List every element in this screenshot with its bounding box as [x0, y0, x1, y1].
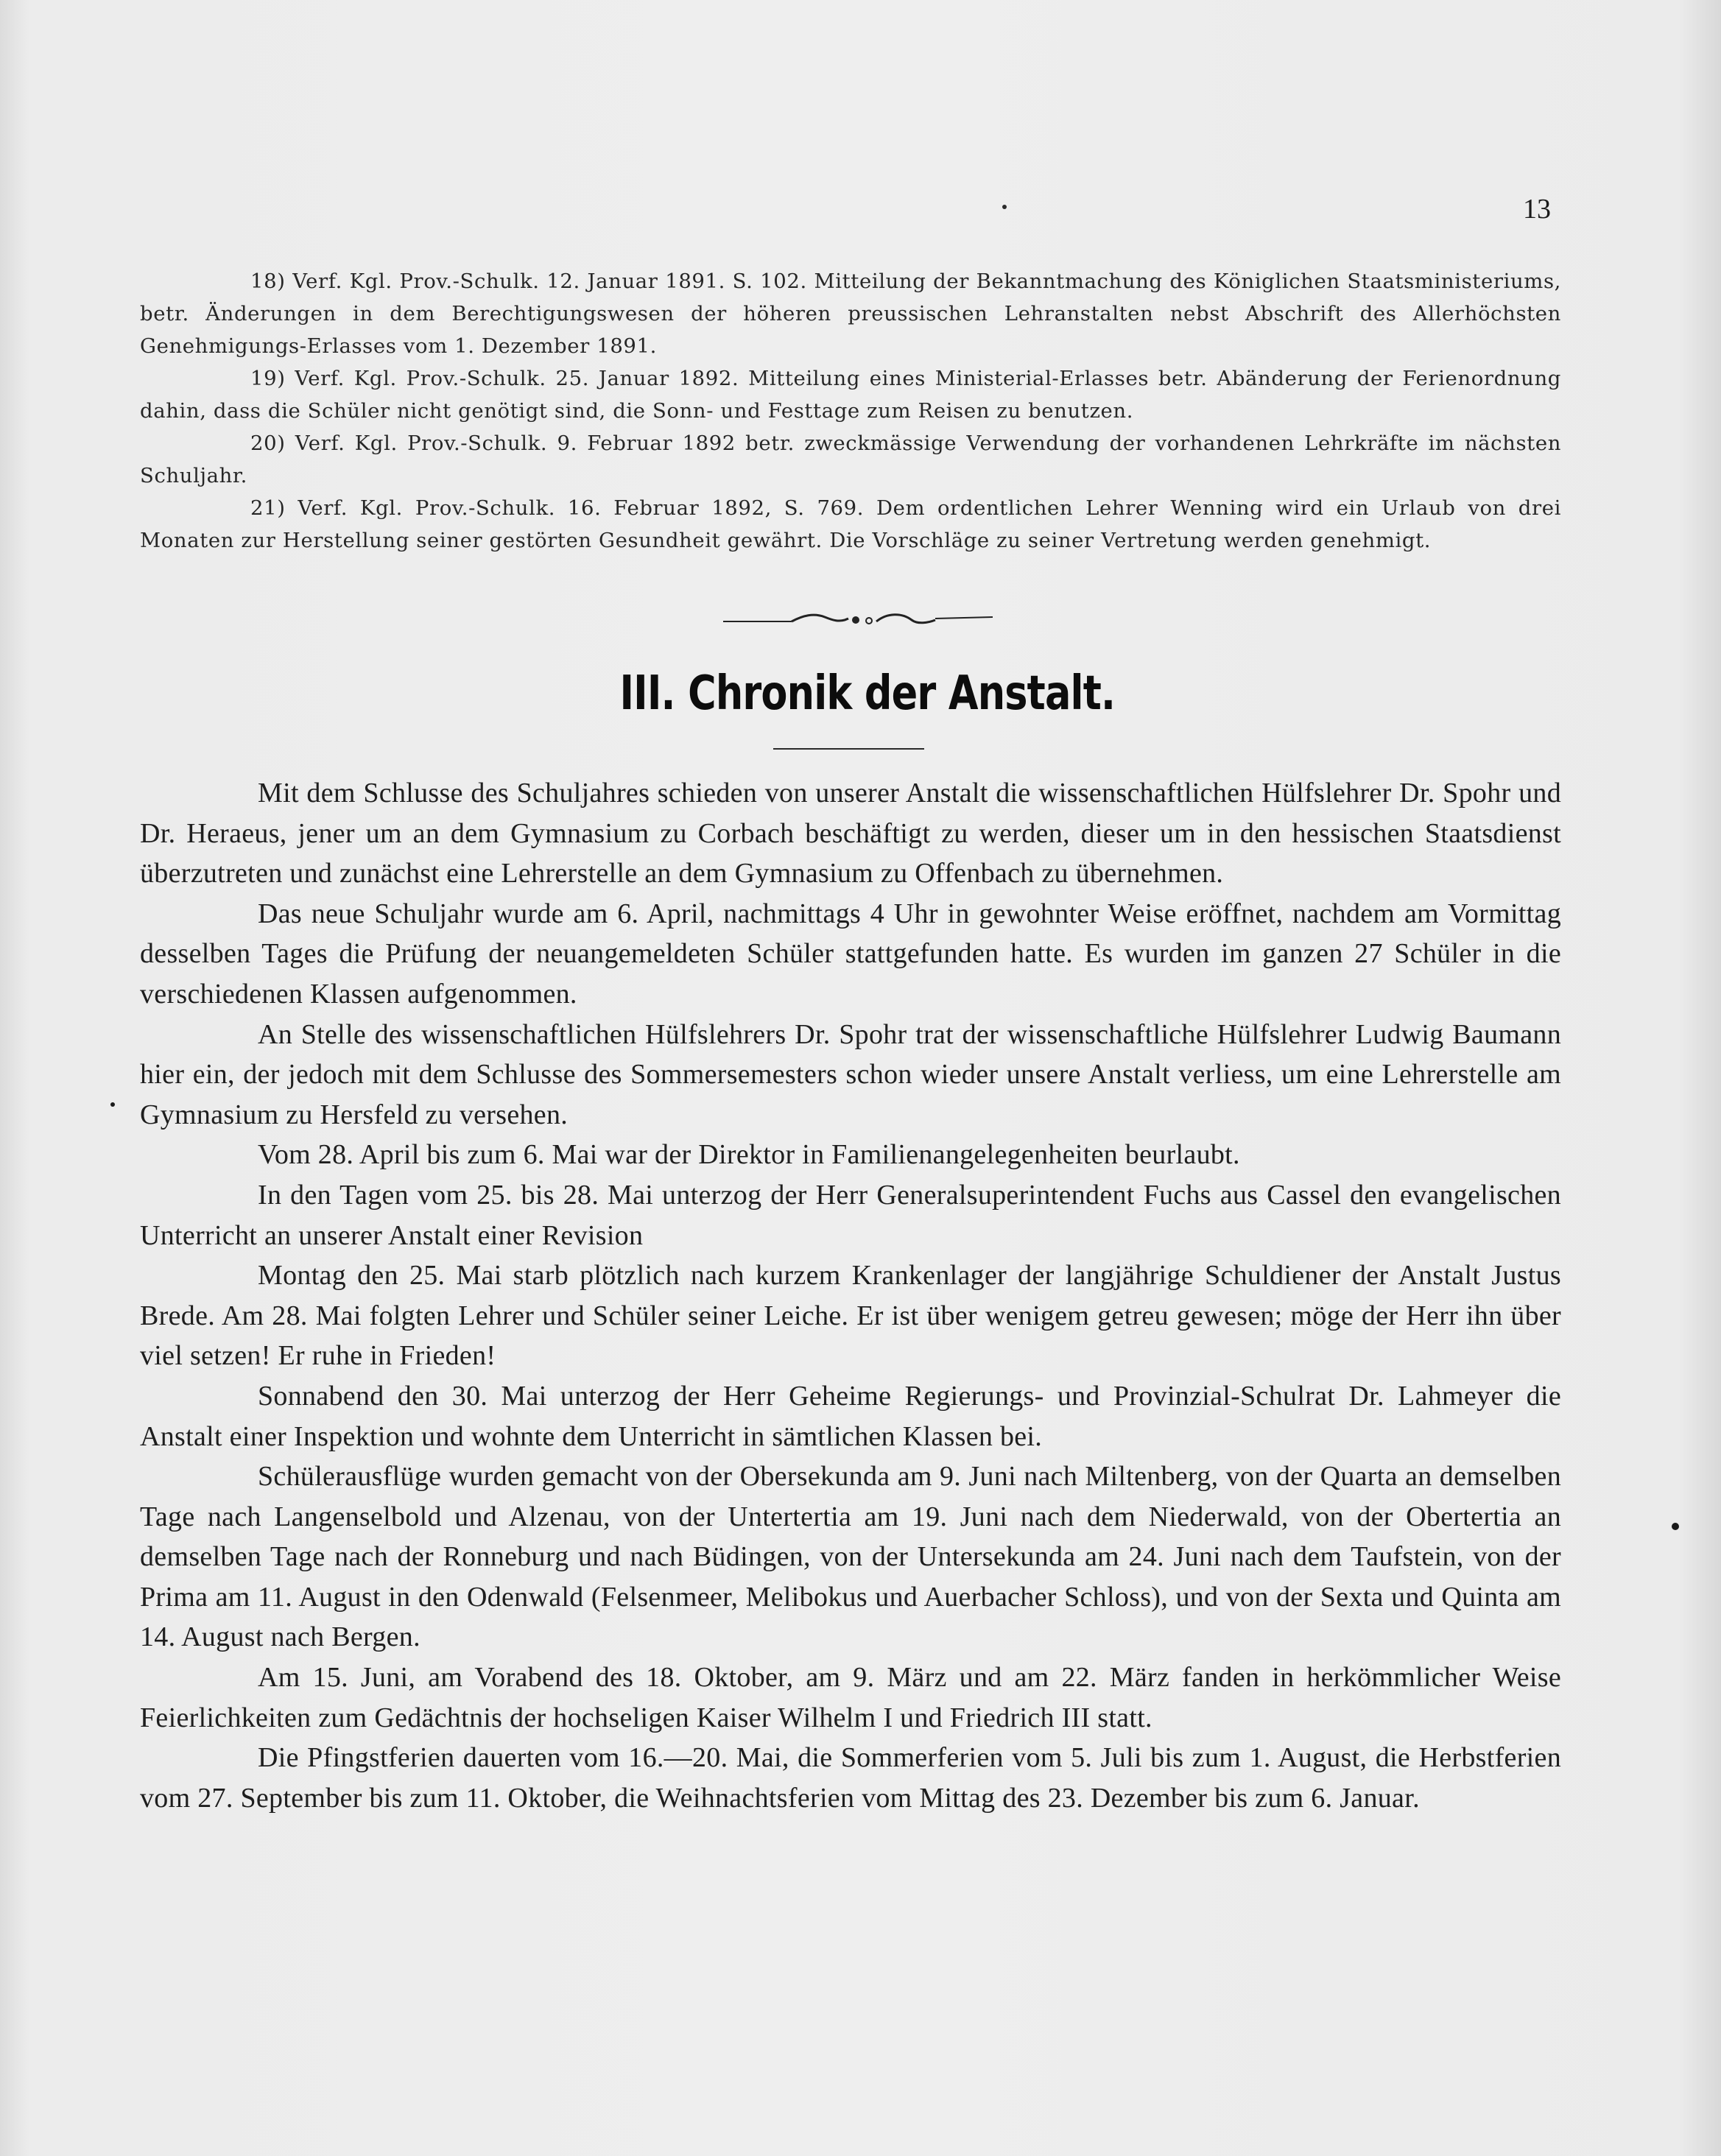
footnote-21: 21) Verf. Kgl. Prov.-Schulk. 16. Februar 1892, S. 769. Dem ordentlichen Lehrer Wenning wird ein Urlaub von drei Monaten zur Herstellung seiner gestörten Gesundheit gewährt. Die Vorschläge zu seiner Vertretung werden genehmigt. [140, 496, 1561, 552]
paragraph-inspection: Sonnabend den 30. Mai unterzog der Herr Geheime Regierungs- und Provinzial-Schulrat Dr. Lahmeyer die Anstalt einer Inspektion und wohnte dem Unterricht in sämtlichen Klassen bei. [140, 1380, 1561, 1452]
chronicle-body [140, 773, 1561, 1818]
margin-mark-left [110, 1102, 115, 1107]
page-number: 13 [1523, 194, 1551, 225]
margin-mark-right [1672, 1523, 1679, 1530]
paragraph-excursions: Schülerausflüge wurden gemacht von der Obersekunda am 9. Juni nach Miltenberg, von der Quarta an demselben Tage nach Langenselbold und Alzenau, von der Untertertia am 19. Juni nach dem Niederwald, von der Obertertia an demselben Tage nach der Ronneburg und nach Büdingen, von der Untersekunda am 24. Juni nach dem Taufstein, von der Prima am 11. August in den Odenwald (Felsenmeer, Melibokus und Auerbacher Schloss), und von der Sexta und Quinta am 14. August nach Bergen. [140, 1461, 1561, 1653]
paragraph-departures: Mit dem Schlusse des Schuljahres schieden von unserer Anstalt die wissenschaftlichen Hülfslehrer Dr. Spohr und Dr. Heraeus, jener um an dem Gymnasium zu Corbach beschäftigt zu werden, dieser um in den hessischen Staatsdienst überzutreten und zunächst eine Lehrerstelle an dem Gymnasium zu Offenbach zu übernehmen. [140, 778, 1561, 889]
ink-dot [1002, 205, 1007, 209]
paragraph-revision: In den Tagen vom 25. bis 28. Mai unterzog der Herr Generalsuperintendent Fuchs aus Cassel den evangelischen Unterricht an unserer Anstalt einer Revision [140, 1179, 1561, 1251]
paragraph-holidays: Die Pfingstferien dauerten vom 16.—20. Mai, die Sommerferien vom 5. Juli bis zum 1. August, die Herbstferien vom 27. September bis zum 11. Oktober, die Weihnachtsferien vom Mittag des 23. Dezember bis zum 6. Januar. [140, 1742, 1561, 1814]
paragraph-school-year-opening: Das neue Schuljahr wurde am 6. April, nachmittags 4 Uhr in gewohnter Weise eröffnet, nachdem am Vormittag desselben Tages die Prüfung der neuangemeldeten Schüler stattgefunden hatte. Es wurden im ganzen 27 Schüler in die verschiedenen Klassen aufgenommen. [140, 898, 1561, 1010]
paragraph-obituary: Montag den 25. Mai starb plötzlich nach kurzem Krankenlager der langjährige Schuldiener der Anstalt Justus Brede. Am 28. Mai folgten Lehrer und Schüler seiner Leiche. Er ist über wenigem getreu gewesen; möge der Herr ihn über viel setzen! Er ruhe in Frieden! [140, 1260, 1561, 1372]
paragraph-ceremonies: Am 15. Juni, am Vorabend des 18. Oktober, am 9. März und am 22. März fanden in herkömmlicher Weise Feierlichkeiten zum Gedächtnis der hochseligen Kaiser Wilhelm I und Friedrich III statt. [140, 1662, 1561, 1733]
ornament-divider [722, 605, 994, 635]
paragraph-new-teacher: An Stelle des wissenschaftlichen Hülfslehrers Dr. Spohr trat der wissenschaftliche Hülfslehrer Ludwig Baumann hier ein, der jedoch mit dem Schlusse des Sommersemesters schon wieder unsere Anstalt verliess, um eine Lehrerstelle am Gymnasium zu Hersfeld zu versehen. [140, 1018, 1561, 1130]
footnote-20: 20) Verf. Kgl. Prov.-Schulk. 9. Februar 1892 betr. zweckmässige Verwendung der vorhandenen Lehrkräfte im nächsten Schuljahr. [140, 431, 1561, 487]
footnote-19: 19) Verf. Kgl. Prov.-Schulk. 25. Januar 1892. Mitteilung eines Ministerial-Erlasses betr. Abänderung der Ferienordnung dahin, dass die Schüler nicht genötigt sind, die Sonn- und Festtage zum Reisen zu benutzen. [140, 367, 1561, 423]
paragraph-director-leave: Vom 28. April bis zum 6. Mai war der Direktor in Familienangelegenheiten beurlaubt. [258, 1139, 1240, 1171]
footnote-list [140, 265, 1561, 557]
footnote-18: 18) Verf. Kgl. Prov.-Schulk. 12. Januar 1891. S. 102. Mitteilung der Bekanntmachung des Königlichen Staatsministeriums, betr. Änderungen in dem Berechtigungswesen der höheren preussischen Lehranstalten nebst Abschrift des Allerhöchsten Genehmigungs-Erlasses vom 1. Dezember 1891. [140, 270, 1561, 358]
heading-underline [773, 748, 924, 750]
section-heading: III. Chronik der Anstalt. [619, 666, 1116, 721]
